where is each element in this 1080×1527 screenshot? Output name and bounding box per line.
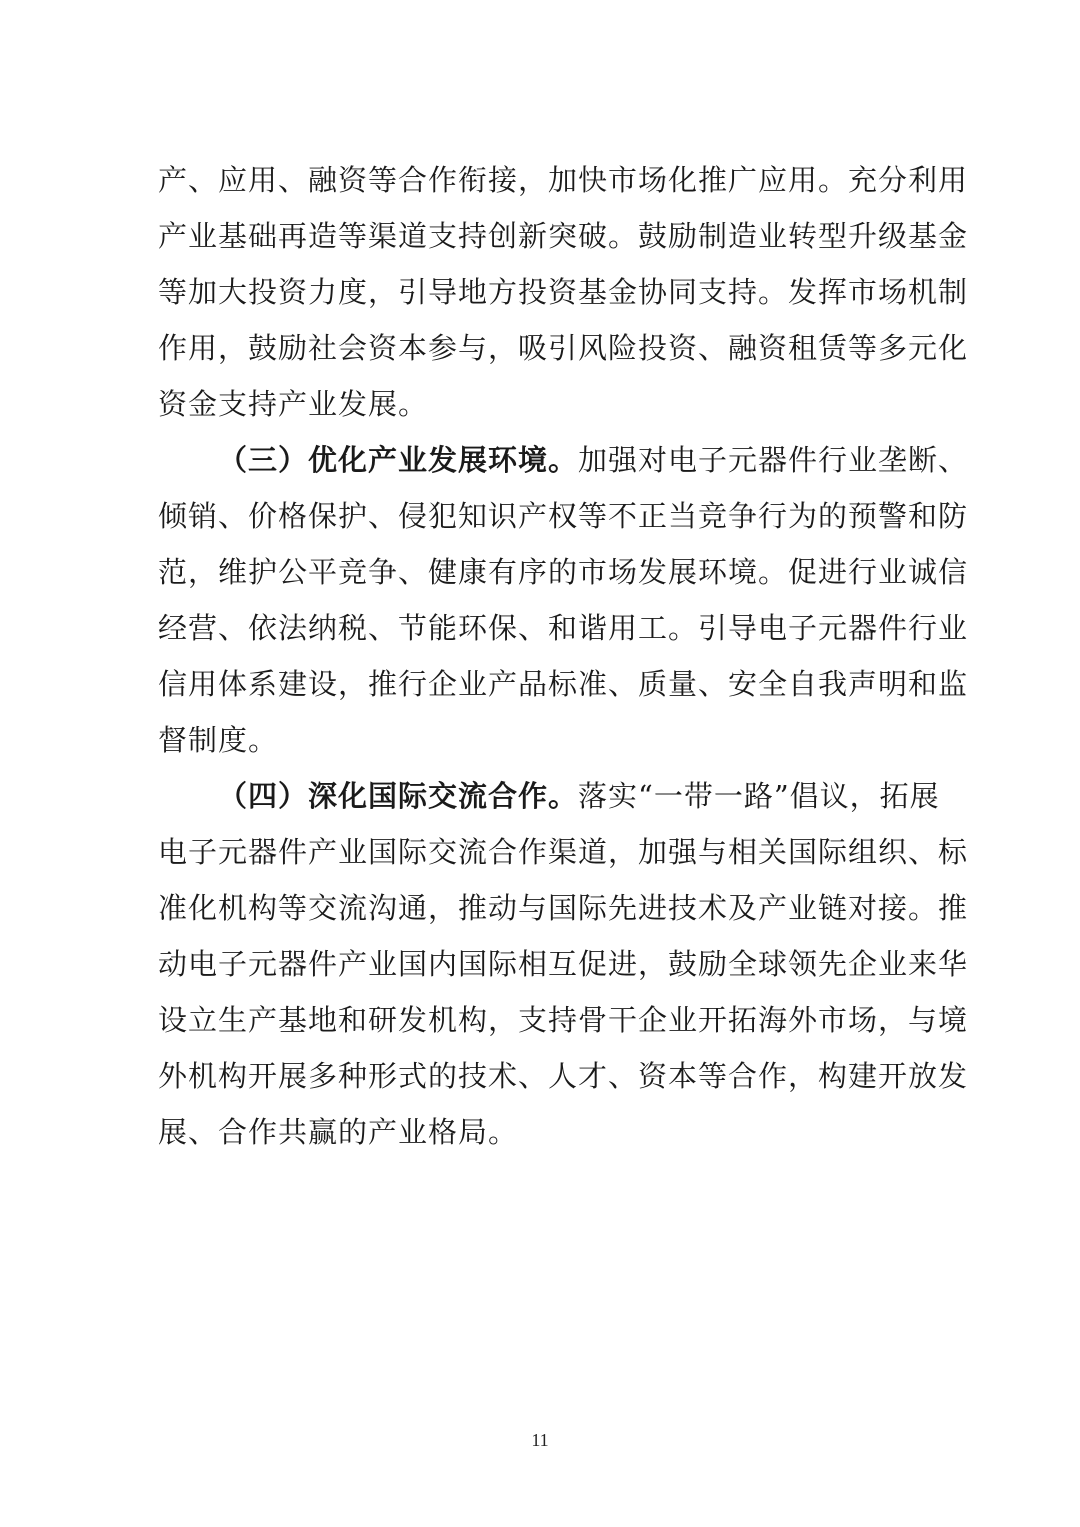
- section-heading-rest: 加强对电子元器件行业垄断、: [578, 443, 969, 477]
- paragraph-line: 倾销、价格保护、侵犯知识产权等不正当竞争行为的预警和防: [158, 499, 969, 533]
- paragraph-line: 经营、依法纳税、节能环保、和谐用工。引导电子元器件行业: [158, 611, 969, 645]
- paragraph-line: 作用，鼓励社会资本参与，吸引风险投资、融资租赁等多元化: [158, 331, 969, 365]
- paragraph-line: 督制度。: [158, 723, 279, 757]
- paragraph-line: 电子元器件产业国际交流合作渠道，加强与相关国际组织、标: [158, 835, 969, 869]
- paragraph-line: 动电子元器件产业国内国际相互促进，鼓励全球领先企业来华: [158, 947, 969, 981]
- section-heading-line: [218, 768, 938, 824]
- paragraph-line: 信用体系建设，推行企业产品标准、质量、安全自我声明和监: [158, 667, 969, 701]
- section-heading: （三）优化产业发展环境。: [218, 443, 579, 477]
- page-number: 11: [531, 1430, 549, 1450]
- paragraph-line: 展、合作共赢的产业格局。: [158, 1115, 519, 1149]
- section-heading-rest: 落实“一带一路”倡议，拓展: [578, 779, 940, 813]
- paragraph-line: 准化机构等交流沟通，推动与国际先进技术及产业链对接。推: [158, 891, 969, 925]
- paragraph-line: 外机构开展多种形式的技术、人才、资本等合作，构建开放发: [158, 1059, 969, 1093]
- paragraph-line: 范，维护公平竞争、健康有序的市场发展环境。促进行业诚信: [158, 555, 969, 589]
- paragraph-line: 资金支持产业发展。: [158, 387, 429, 421]
- section-heading: （四）深化国际交流合作。: [218, 779, 579, 813]
- paragraph-line: 产、应用、融资等合作衔接，加快市场化推广应用。充分利用: [158, 163, 969, 197]
- section-heading-line: [218, 432, 969, 488]
- paragraph-line: 产业基础再造等渠道支持创新突破。鼓励制造业转型升级基金: [158, 219, 969, 253]
- paragraph-line: 等加大投资力度，引导地方投资基金协同支持。发挥市场机制: [158, 275, 969, 309]
- paragraph-line: 设立生产基地和研发机构，支持骨干企业开拓海外市场，与境: [158, 1003, 969, 1037]
